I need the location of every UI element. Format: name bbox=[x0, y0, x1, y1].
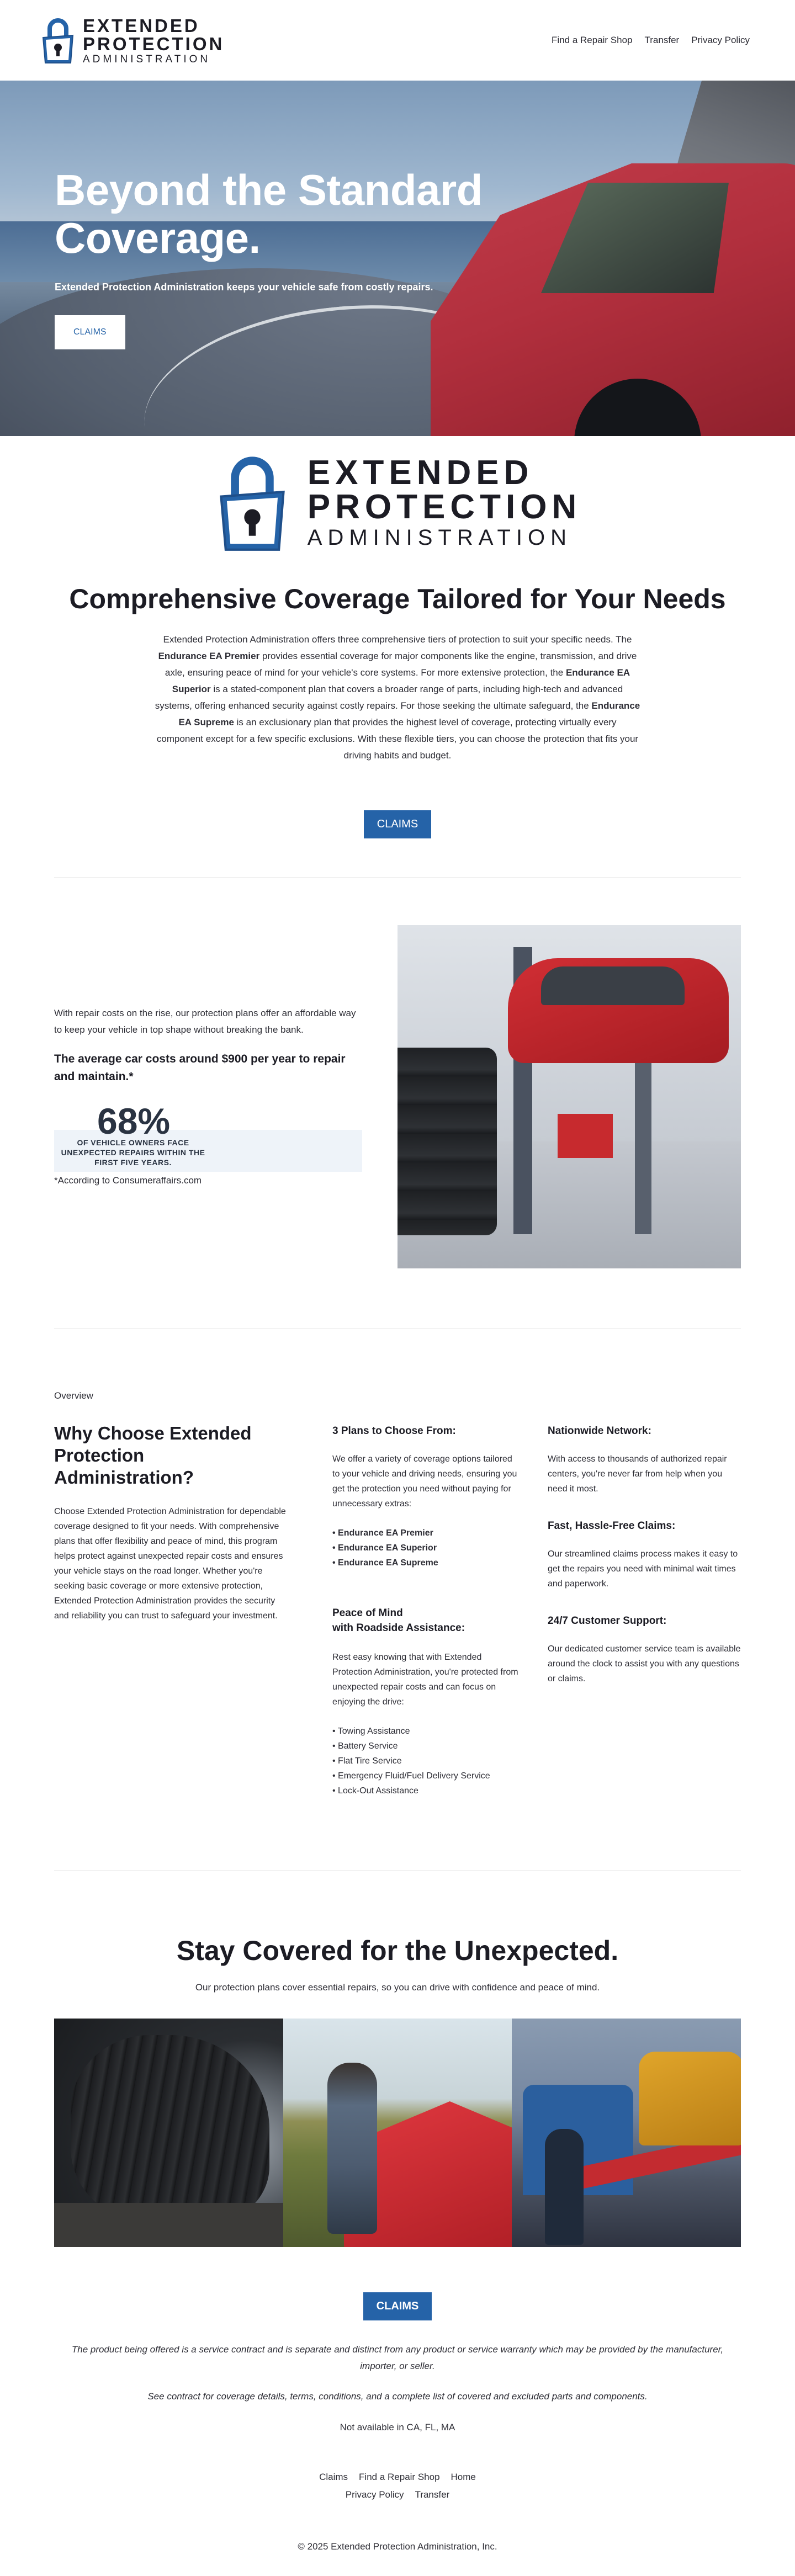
site-footer bbox=[0, 2472, 795, 2552]
flat-tire-photo bbox=[54, 2019, 283, 2247]
list-item: • Endurance EA Superior bbox=[332, 1543, 437, 1553]
bottom-claims-button[interactable]: CLAIMS bbox=[363, 2292, 432, 2320]
brand-line-3: ADMINISTRATION bbox=[83, 53, 211, 65]
plans-heading: 3 Plans to Choose From: bbox=[332, 1425, 456, 1437]
coverage-text-2: provides essential coverage for major components like the engine, transmission, and drive axle, ensuring peace of mind for your vehicle's core systems. For more extensive protection, the bbox=[165, 651, 637, 678]
footer-links-row-1 bbox=[0, 2472, 795, 2483]
coverage-text-1: Extended Protection Administration offers three comprehensive tiers of protection to suit your specific needs. The bbox=[163, 634, 632, 645]
coverage-description bbox=[155, 631, 640, 764]
contract-details-note: See contract for coverage details, terms, conditions, and a complete list of covered and excluded parts and components. bbox=[147, 2391, 648, 2402]
overview-title: Why Choose Extended Protection Administration? bbox=[54, 1423, 252, 1488]
nav-find-repair-shop[interactable]: Find a Repair Shop bbox=[552, 35, 633, 45]
plan-superior-name: Endurance EA Superior bbox=[172, 667, 630, 694]
tire-stack bbox=[398, 1048, 497, 1235]
section-divider bbox=[54, 1328, 741, 1329]
claims-heading: Fast, Hassle-Free Claims: bbox=[548, 1520, 676, 1532]
roadside-heading-line-2: with Roadside Assistance: bbox=[332, 1622, 465, 1634]
toolbox bbox=[558, 1114, 613, 1158]
stay-covered-heading: Stay Covered for the Unexpected. bbox=[176, 1935, 619, 1966]
plans-list bbox=[332, 1526, 520, 1570]
list-item: • Towing Assistance bbox=[332, 1727, 410, 1736]
large-brand-line-1: EXTENDED bbox=[307, 454, 534, 492]
footer-links-row-2 bbox=[0, 2489, 795, 2500]
list-item: • Endurance EA Supreme bbox=[332, 1558, 438, 1568]
stressed-driver bbox=[327, 2063, 377, 2234]
list-item: • Battery Service bbox=[332, 1741, 398, 1751]
stats-lead: With repair costs on the rise, our protection plans offer an affordable way to keep your vehicle in top shape without breaking the bank. bbox=[54, 1008, 356, 1035]
claims-text: Our streamlined claims process makes it easy to get the repairs you need with minimal wait times and paperwork. bbox=[548, 1549, 738, 1589]
overview-label: Overview bbox=[54, 1390, 93, 1401]
overview-intro-column bbox=[54, 1422, 286, 1798]
footer-link-privacy-policy[interactable]: Privacy Policy bbox=[345, 2489, 404, 2500]
lifted-car-window bbox=[541, 966, 685, 1005]
list-item: • Flat Tire Service bbox=[332, 1756, 402, 1766]
stat-caption: OF VEHICLE OWNERS FACE UNEXPECTED REPAIRS WITHIN THE FIRST FIVE YEARS. bbox=[61, 1138, 205, 1167]
overview-benefits-column bbox=[548, 1422, 741, 1798]
nav-privacy-policy[interactable]: Privacy Policy bbox=[691, 35, 750, 45]
large-brand-line-2: PROTECTION bbox=[307, 488, 582, 526]
roadside-heading-line-1: Peace of Mind bbox=[332, 1607, 403, 1619]
hero-claims-button[interactable]: CLAIMS bbox=[55, 315, 125, 349]
brand-line-1: EXTENDED bbox=[83, 15, 200, 36]
coverage-heading: Comprehensive Coverage Tailored for Your Needs bbox=[69, 583, 726, 614]
service-contract-disclaimer: The product being offered is a service contract and is separate and distinct from any product or service warranty which may be provided by the manufacturer, importer, or seller. bbox=[71, 2344, 724, 2371]
roadside-heading bbox=[332, 1606, 520, 1635]
stat-source: *According to Consumeraffairs.com bbox=[54, 1175, 202, 1186]
hero-title: Beyond the Standard Coverage. bbox=[55, 166, 483, 263]
coverage-text-3: is a stated-component plan that covers a broader range of parts, including high-tech and advanced systems, offering enhanced security against costly repairs. For those seeking the ultimate safeguard, the bbox=[155, 684, 623, 711]
list-item: • Emergency Fluid/Fuel Delivery Service bbox=[332, 1771, 490, 1781]
roadside-text: Rest easy knowing that with Extended Protection Administration, you're protected from unexpected repair costs and can focus on enjoying the drive: bbox=[332, 1653, 518, 1707]
coverage-claims-button[interactable]: CLAIMS bbox=[364, 810, 431, 838]
site-header bbox=[0, 0, 795, 81]
garage-lift-image bbox=[398, 925, 741, 1268]
plans-text: We offer a variety of coverage options tailored to your vehicle and driving needs, ensuring you get the protection you need without paying for unnecessary extras: bbox=[332, 1454, 517, 1509]
list-item: • Lock-Out Assistance bbox=[332, 1786, 418, 1796]
padlock-logo-icon bbox=[41, 17, 75, 64]
network-heading: Nationwide Network: bbox=[548, 1425, 651, 1437]
repair-stats-section bbox=[0, 925, 795, 1268]
stat-number: 68% bbox=[97, 1101, 171, 1141]
overview-plans-column bbox=[332, 1422, 520, 1798]
stats-average-cost: The average car costs around $900 per year to repair and maintain.* bbox=[54, 1053, 346, 1083]
nav-transfer[interactable]: Transfer bbox=[644, 35, 680, 45]
hero-content bbox=[55, 166, 507, 349]
footer-link-find-repair-shop[interactable]: Find a Repair Shop bbox=[359, 2472, 440, 2482]
hero-subtitle: Extended Protection Administration keeps your vehicle safe from costly repairs. bbox=[55, 281, 433, 293]
brand-logo[interactable] bbox=[41, 17, 224, 65]
overview-text: Choose Extended Protection Administration for dependable coverage designed to fit your needs. With comprehensive plans that offer flexibility and peace of mind, this program helps protect against unexpected repair costs and ensures your vehicle stays on the road longer. Whether you're seeking basic coverage or more extensive protection, Extended Protection Administration provides the security and reliability you can trust to safeguard your investment. bbox=[54, 1507, 286, 1621]
list-item: • Endurance EA Premier bbox=[332, 1528, 433, 1538]
top-nav bbox=[552, 35, 750, 46]
availability-note: Not available in CA, FL, MA bbox=[340, 2422, 455, 2432]
large-padlock-logo-icon bbox=[214, 453, 291, 552]
tire-tread bbox=[71, 2035, 269, 2223]
section-divider bbox=[54, 1870, 741, 1871]
stats-text bbox=[54, 925, 362, 1268]
footer-link-transfer[interactable]: Transfer bbox=[415, 2489, 450, 2500]
towed-vehicle bbox=[639, 2052, 741, 2145]
footer-link-claims[interactable]: Claims bbox=[319, 2472, 348, 2482]
roadside-list bbox=[332, 1724, 520, 1798]
large-brand-logo bbox=[0, 453, 795, 552]
breakdown-photo bbox=[283, 2019, 512, 2247]
brand-line-2: PROTECTION bbox=[83, 33, 225, 54]
photo-ground bbox=[54, 2203, 283, 2247]
support-text: Our dedicated customer service team is available around the clock to assist you with any questions or claims. bbox=[548, 1644, 741, 1683]
hero-banner bbox=[0, 81, 795, 436]
stay-covered-subtitle: Our protection plans cover essential repairs, so you can drive with confidence and peace of mind. bbox=[195, 1982, 600, 1993]
section-divider bbox=[54, 877, 741, 878]
stat-callout bbox=[54, 1101, 362, 1172]
photo-gallery bbox=[54, 2019, 741, 2247]
plan-supreme-name: Endurance EA Supreme bbox=[178, 700, 640, 727]
footer-link-home[interactable]: Home bbox=[451, 2472, 476, 2482]
plan-premier-name: Endurance EA Premier bbox=[158, 651, 260, 661]
support-heading: 24/7 Customer Support: bbox=[548, 1615, 667, 1627]
overview-section bbox=[0, 1422, 795, 1798]
tow-truck-photo bbox=[512, 2019, 741, 2247]
coverage-text-4: is an exclusionary plan that provides the highest level of coverage, protecting virtually every component except for a few specific exclusions. With these flexible tiers, you can choose the protection that fits your driving habits and budget. bbox=[156, 717, 639, 761]
large-brand-line-3: ADMINISTRATION bbox=[307, 525, 573, 550]
network-text: With access to thousands of authorized repair centers, you're never far from help when you need it most. bbox=[548, 1454, 727, 1494]
copyright: © 2025 Extended Protection Administration, Inc. bbox=[298, 2541, 497, 2552]
tow-worker bbox=[545, 2129, 584, 2245]
